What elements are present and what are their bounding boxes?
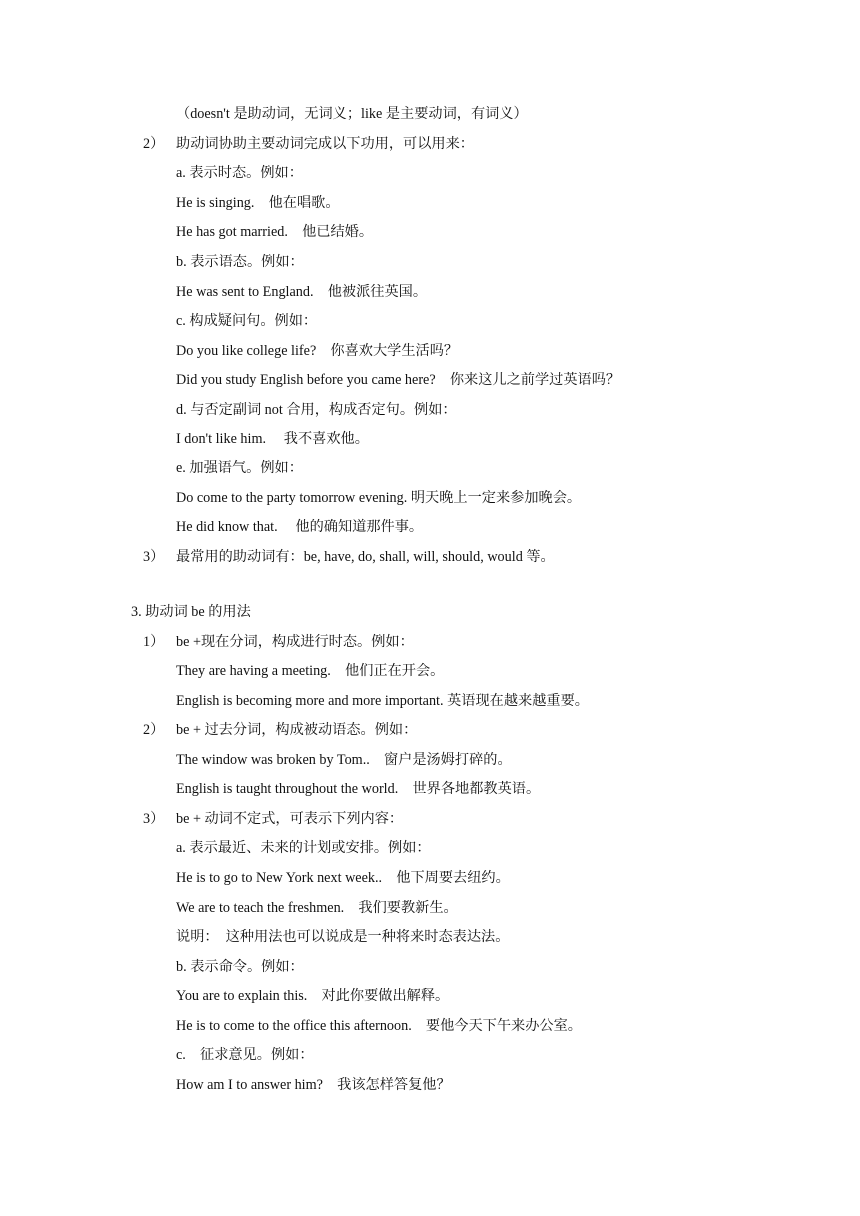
- text-line: a. 表示时态。例如：: [176, 165, 303, 181]
- example-line: English is taught throughout the world. 世界各地都教英语。: [176, 781, 541, 797]
- item-number: 3）: [143, 811, 165, 827]
- example-line: How am I to answer him? 我该怎样答复他？: [176, 1077, 451, 1093]
- example-line: They are having a meeting. 他们正在开会。: [176, 663, 445, 679]
- example-line: He did know that. 他的确知道那件事。: [176, 519, 424, 535]
- item-text: 助动词协助主要动词完成以下功用，可以用来：: [176, 136, 474, 152]
- item-number: 3）: [143, 549, 165, 565]
- item-number: 2）: [143, 722, 165, 738]
- text-line: （doesn't 是助动词，无词义；like 是主要动词，有词义）: [176, 106, 528, 122]
- text-line: d. 与否定副词 not 合用，构成否定句。例如：: [176, 402, 457, 418]
- example-line: You are to explain this. 对此你要做出解释。: [176, 988, 450, 1004]
- text-line: b. 表示语态。例如：: [176, 254, 304, 270]
- text-line: e. 加强语气。例如：: [176, 460, 303, 476]
- example-line: He is to come to the office this afternoon. 要他今天下午来办公室。: [176, 1018, 582, 1034]
- example-line: He is to go to New York next week.. 他下周要去纽约。: [176, 870, 510, 886]
- example-line: He has got married. 他已结婚。: [176, 224, 374, 240]
- item-text: be + 动词不定式，可表示下列内容：: [176, 811, 404, 827]
- text-line: c. 征求意见。例如：: [176, 1047, 314, 1063]
- item-text: be +现在分词，构成进行时态。例如：: [176, 634, 414, 650]
- note-line: 说明： 这种用法也可以说成是一种将来时态表达法。: [176, 929, 510, 945]
- text-line: c. 构成疑问句。例如：: [176, 313, 318, 329]
- section-heading: 3. 助动词 be 的用法: [131, 604, 251, 620]
- example-line: Do you like college life? 你喜欢大学生活吗？: [176, 343, 459, 359]
- text-line: b. 表示命令。例如：: [176, 959, 304, 975]
- example-line: He is singing. 他在唱歌。: [176, 195, 340, 211]
- example-line: Did you study English before you came here? 你来这儿之前学过英语吗？: [176, 372, 621, 388]
- item-text: be + 过去分词，构成被动语态。例如：: [176, 722, 418, 738]
- item-number: 2）: [143, 136, 165, 152]
- example-line: I don't like him. 我不喜欢他。: [176, 431, 369, 447]
- example-line: We are to teach the freshmen. 我们要教新生。: [176, 900, 458, 916]
- example-line: The window was broken by Tom.. 窗户是汤姆打碎的。: [176, 752, 512, 768]
- example-line: Do come to the party tomorrow evening. 明天晚上一定来参加晚会。: [176, 490, 582, 506]
- item-text: 最常用的助动词有：be, have, do, shall, will, should, would 等。: [176, 549, 555, 565]
- example-line: English is becoming more and more important. 英语现在越来越重要。: [176, 693, 589, 709]
- text-line: a. 表示最近、未来的计划或安排。例如：: [176, 840, 431, 856]
- example-line: He was sent to England. 他被派往英国。: [176, 284, 428, 300]
- item-number: 1）: [143, 634, 165, 650]
